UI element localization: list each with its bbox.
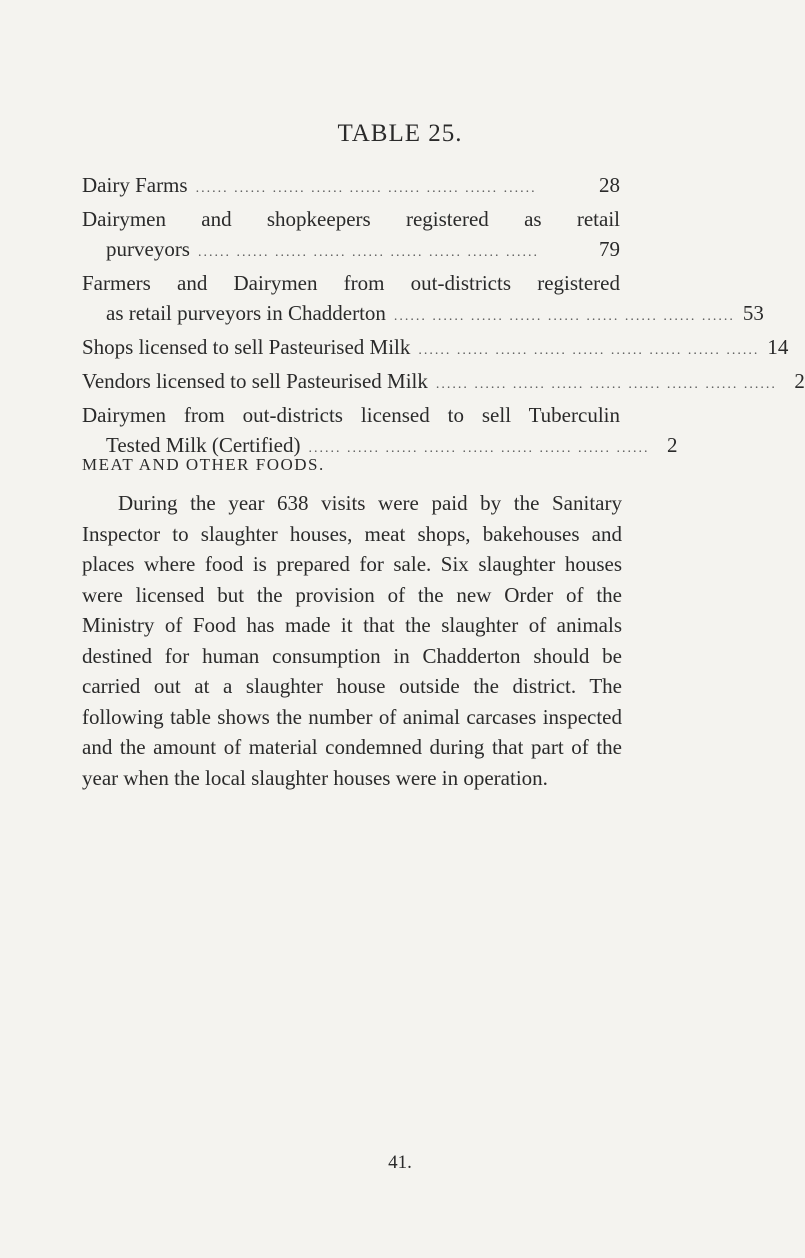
row-value: 2	[794, 369, 805, 393]
row-label-line1: Dairymen from out-districts licensed to sell Tuberculin	[82, 403, 620, 427]
row-label-line2: purveyors	[106, 237, 190, 261]
row-value: 79	[599, 237, 620, 261]
row-value: 2	[666, 433, 678, 457]
row-label-line1: Farmers and Dairymen from out-districts registered	[82, 271, 620, 295]
dot-leaders: ...... ...... ...... ...... ...... ...... ...... ...... ......	[197, 245, 539, 260]
table-row	[82, 268, 764, 332]
row-label-line2: Tested Milk (Certified)	[106, 433, 301, 457]
row-value: 14	[767, 335, 789, 359]
dot-leaders: ...... ...... ...... ...... ...... ...... ...... ...... ......	[418, 343, 760, 358]
dot-leaders: ...... ...... ...... ...... ...... ...... ...... ...... ......	[393, 309, 735, 324]
body-paragraph: During the year 638 visits were paid by the Sanitary Inspector to slaughter houses, meat shops, bakehouses and places where food is prepared for sale. Six slaughter houses were licensed but the provision of the new Order of the Ministry of Food has made it that the slaughter of animals destined for human consumption in Chadderton should be carried out at a slaughter house outside the district. The following table shows the number of animal carcases inspected and the amount of material condemned during that part of the year when the local slaughter houses were in operation.	[82, 491, 622, 790]
table-row	[82, 170, 620, 204]
table-row	[82, 332, 789, 366]
section-heading: MEAT AND OTHER FOODS.	[82, 455, 325, 474]
table-title: TABLE 25.	[337, 120, 463, 147]
row-value: 28	[599, 173, 620, 197]
page-number: 41.	[388, 1152, 412, 1173]
dot-leaders: ...... ...... ...... ...... ...... ...... ...... ...... ......	[308, 441, 650, 456]
row-label: Shops licensed to sell Pasteurised Milk	[82, 335, 411, 359]
licensing-table	[82, 170, 805, 464]
row-label-line2: as retail purveyors in Chadderton	[106, 301, 386, 325]
table-row	[82, 366, 805, 400]
dot-leaders: ...... ...... ...... ...... ...... ...... ...... ...... ......	[435, 377, 777, 392]
dot-leaders: ...... ...... ...... ...... ...... ...... ...... ...... ......	[195, 181, 537, 196]
row-label-line1: Dairymen and shopkeepers registered as retail	[82, 207, 620, 231]
row-value: 53	[742, 301, 764, 325]
table-row	[82, 204, 620, 268]
row-label: Vendors licensed to sell Pasteurised Milk	[82, 369, 428, 393]
row-label: Dairy Farms	[82, 173, 188, 197]
